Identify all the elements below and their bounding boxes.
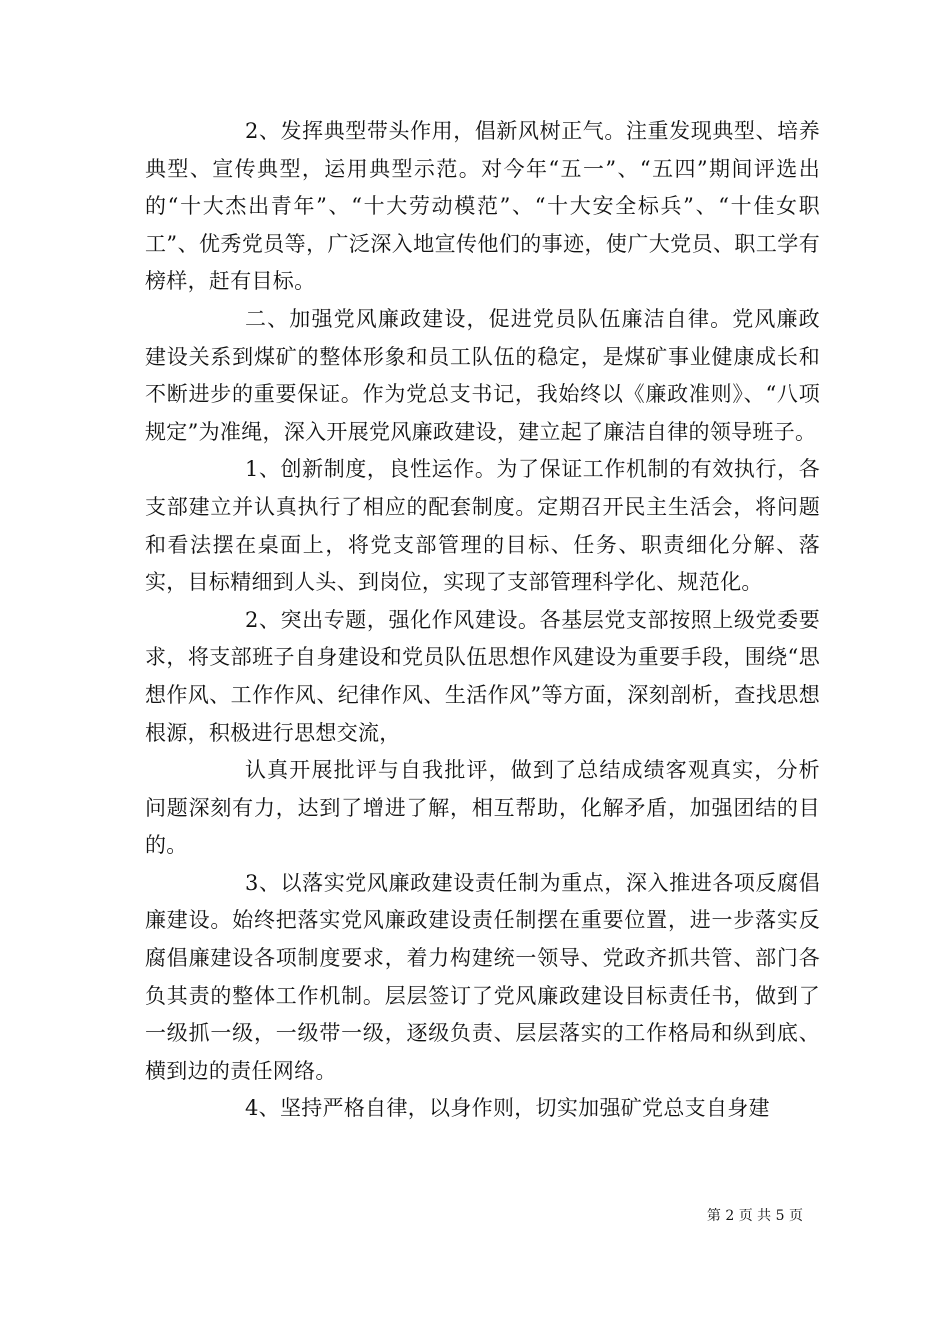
paragraph-criticism: 认真开展批评与自我批评，做到了总结成绩客观真实，分析问题深刻有力，达到了增进了解，相互帮助，化解矛盾，加强团结的目的。: [145, 758, 820, 858]
page-number: 第 2 页 共 5 页: [706, 1208, 803, 1224]
paragraph-party-integrity: 二、加强党风廉政建设，促进党员队伍廉洁自律。党风廉政建设关系到煤矿的整体形象和员工队伍的稳定，是煤矿事业健康成长和不断进步的重要保证。作为党总支书记，我始终以《廉政准则》、“八项规定”为准绳，深入开展党风廉政建设，建立起了廉洁自律的领导班子。: [145, 306, 820, 444]
paragraph-work-style: 2、突出专题，强化作风建设。各基层党支部按照上级党委要求，将支部班子自身建设和党员队伍思想作风建设为重要手段，围绕“思想作风、工作作风、纪律作风、生活作风”等方面，深刻剖析，查找思想根源，积极进行思想交流，: [145, 607, 820, 745]
paragraph-responsibility-system: 3、以落实党风廉政建设责任制为重点，深入推进各项反腐倡廉建设。始终把落实党风廉政建设责任制摆在重要位置，进一步落实反腐倡廉建设各项制度要求，着力构建统一领导、党政齐抓共管、部门各负其责的整体工作机制。层层签订了党风廉政建设目标责任书，做到了一级抓一级，一级带一级，逐级负责、层层落实的工作格局和纵到底、横到边的责任网络。: [145, 870, 820, 1083]
paragraph-system-innovation: 1、创新制度，良性运作。为了保证工作机制的有效执行，各支部建立并认真执行了相应的配套制度。定期召开民主生活会，将问题和看法摆在桌面上，将党支部管理的目标、任务、职责细化分解、落实，目标精细到人头、到岗位，实现了支部管理科学化、规范化。: [145, 457, 820, 595]
document-body: [145, 113, 820, 1128]
paragraph-self-discipline: 4、坚持严格自律，以身作则，切实加强矿党总支自身建: [245, 1096, 770, 1121]
paragraph-typical-models: 2、发挥典型带头作用，倡新风树正气。注重发现典型、培养典型、宣传典型，运用典型示范。对今年“五一”、“五四”期间评选出的“十大杰出青年”、“十大劳动模范”、“十大安全标兵”、“十佳女职工”、优秀党员等，广泛深入地宣传他们的事迹，使广大党员、职工学有榜样，赶有目标。: [145, 119, 820, 294]
